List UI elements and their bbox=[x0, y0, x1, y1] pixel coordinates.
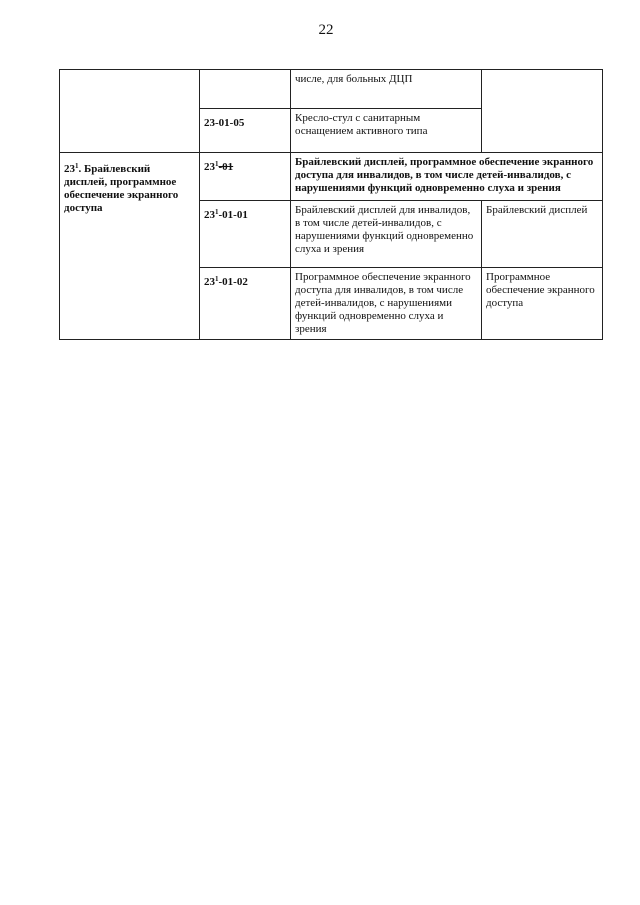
code-number: 23 bbox=[204, 161, 215, 173]
code-superscript: 1 bbox=[215, 160, 219, 168]
product-text: Брайлевский дисплей bbox=[486, 204, 588, 216]
table-row bbox=[60, 153, 603, 201]
code-superscript: 1 bbox=[215, 208, 219, 216]
category-cell bbox=[60, 153, 200, 340]
description-text: числе, для больных ДЦП bbox=[295, 73, 413, 85]
classification-table bbox=[59, 69, 603, 340]
code-suffix: -01 bbox=[218, 161, 234, 173]
product-cell bbox=[482, 70, 603, 153]
product-cell bbox=[482, 201, 603, 268]
category-title: . Брайлевский дисплей, программное обеспечение экранного доступа bbox=[64, 163, 179, 214]
product-cell bbox=[482, 268, 603, 340]
code-cell bbox=[200, 153, 291, 201]
code-cell bbox=[200, 109, 291, 153]
description-text: Программное обеспечение экранного доступа для инвалидов, в том числе детей-инвалидов, с нарушениями функций одновременно слуха и зрения bbox=[295, 271, 471, 335]
description-cell bbox=[291, 70, 482, 109]
code-text: 23-01-05 bbox=[204, 117, 245, 129]
table-row bbox=[60, 70, 603, 109]
code-cell bbox=[200, 268, 291, 340]
category-number: 23 bbox=[64, 163, 75, 175]
code-suffix: -01-02 bbox=[218, 276, 248, 288]
group-description-cell bbox=[291, 153, 603, 201]
code-suffix: -01-01 bbox=[218, 209, 248, 221]
description-cell bbox=[291, 201, 482, 268]
page-number: 22 bbox=[318, 22, 334, 38]
code-number: 23 bbox=[204, 276, 215, 288]
category-cell-continued bbox=[60, 70, 200, 153]
description-text: Кресло-стул с санитарным оснащением активного типа bbox=[295, 112, 428, 137]
code-cell bbox=[200, 201, 291, 268]
description-text: Брайлевский дисплей для инвалидов, в том числе детей-инвалидов, с нарушениями функций одновременно слуха и зрения bbox=[295, 204, 474, 255]
group-description-text: Брайлевский дисплей, программное обеспечение экранного доступа для инвалидов, в том числе детей-инвалидов, с нарушениями функций одновременно слуха и зрения bbox=[295, 156, 594, 194]
code-cell bbox=[200, 70, 291, 109]
product-text: Программное обеспечение экранного доступа bbox=[486, 271, 595, 309]
code-superscript: 1 bbox=[215, 275, 219, 283]
description-cell bbox=[291, 268, 482, 340]
category-superscript: 1 bbox=[75, 162, 79, 170]
code-number: 23 bbox=[204, 209, 215, 221]
description-cell bbox=[291, 109, 482, 153]
